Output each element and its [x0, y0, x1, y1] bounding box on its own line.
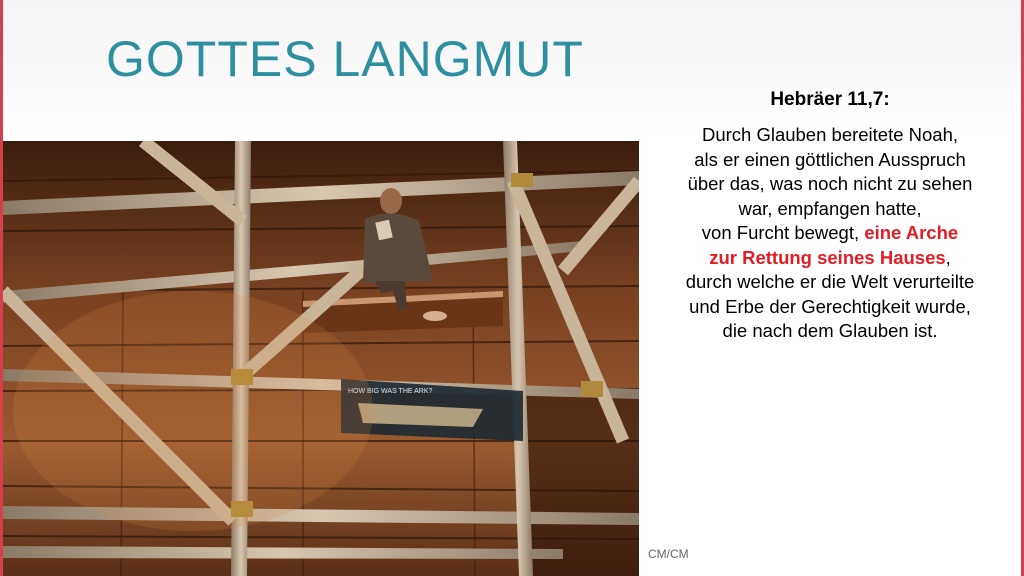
- verse-highlight: eine Arche: [864, 222, 959, 243]
- slide-title: GOTTES LANGMUT: [106, 31, 584, 87]
- verse-line: durch welche er die Welt verurteilte: [685, 271, 975, 292]
- verse-text: [640, 123, 1020, 344]
- ark-scaffolding-photo: [3, 141, 639, 576]
- verse-line: über das, was noch nicht zu sehen: [687, 173, 973, 194]
- verse-line-prefix: von Furcht bewegt,: [701, 222, 865, 243]
- verse-line: [640, 246, 1020, 271]
- verse-line: die nach dem Glauben ist.: [722, 320, 938, 341]
- verse-line: Durch Glauben bereitete Noah,: [701, 124, 959, 145]
- verse-line-suffix: ,: [945, 246, 951, 268]
- verse-line: und Erbe der Gerechtigkeit wurde,: [689, 295, 971, 317]
- verse-line: [640, 221, 1020, 246]
- verse-reference: Hebräer 11,7:: [770, 89, 890, 110]
- verse-highlight: zur Rettung seines Hauses: [709, 246, 946, 268]
- verse-line: als er einen göttlichen Ausspruch: [694, 148, 966, 170]
- footer-credit: CM/CM: [648, 547, 689, 561]
- verse-line: war, empfangen hatte,: [738, 197, 922, 219]
- sign-title: HOW BIG WAS THE ARK?: [348, 388, 433, 395]
